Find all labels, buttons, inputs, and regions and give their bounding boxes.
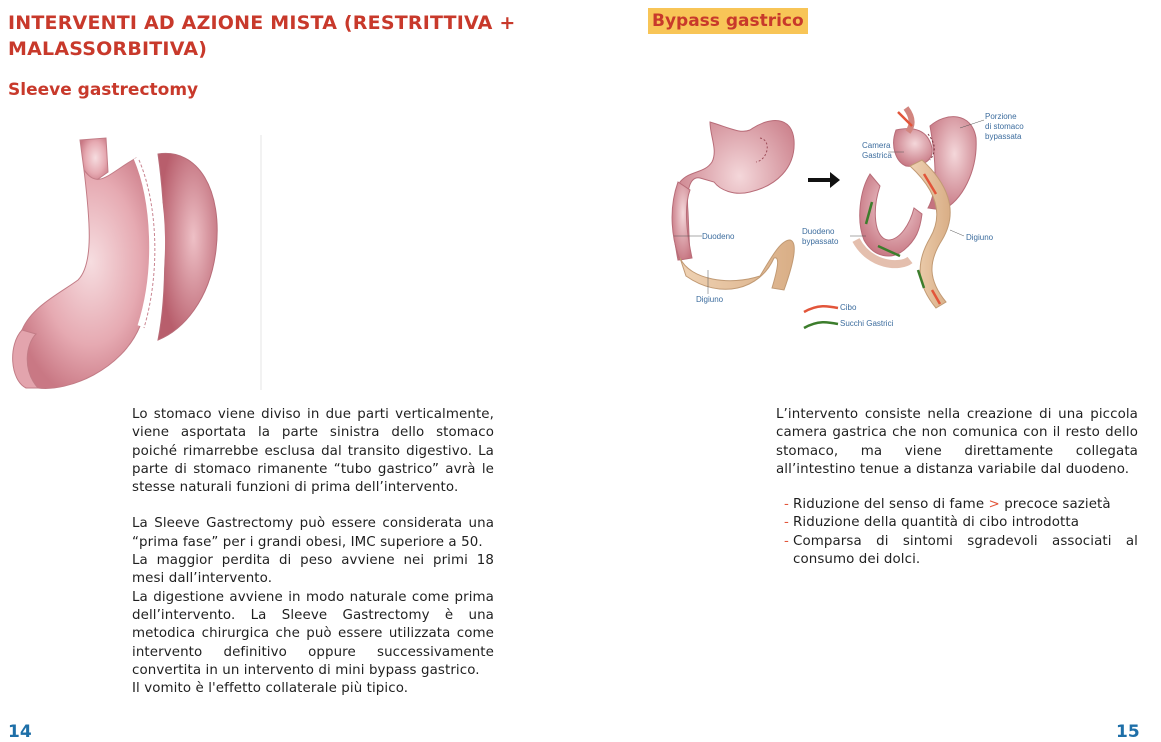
label-bypassata: bypassata: [985, 132, 1022, 141]
sleeve-subtitle: Sleeve gastrectomy: [8, 80, 199, 100]
label-bypassato: bypassato: [802, 237, 839, 246]
section-title: INTERVENTI AD AZIONE MISTA (RESTRITTIVA + MALASSORBITIVA): [8, 12, 516, 60]
label-digiuno-right: Digiuno: [966, 233, 994, 242]
label-gastrica: Gastrica: [862, 151, 892, 160]
bypass-diagram: [660, 90, 1030, 340]
bypass-effects-list: [784, 496, 1138, 569]
sleeve-paragraph: La Sleeve Gastrectomy può essere considerata una “prima fase” per i grandi obesi, IMC superiore a 50.: [132, 516, 494, 550]
sleeve-description: [132, 406, 494, 698]
bypass-paragraph: L’intervento consiste nella creazione di una piccola camera gastrica che non comunica con il resto dello stomaco, ma viene direttamente collegata all’intestino tenue a distanza variabile dal duodeno.: [776, 407, 1138, 477]
label-duodeno: Duodeno: [702, 232, 735, 241]
bypass-description: [776, 406, 1138, 479]
sleeve-paragraph: Il vomito è l'effetto collaterale più tipico.: [132, 681, 409, 697]
legend-cibo: Cibo: [840, 303, 857, 312]
succhi-arrow-icon: [804, 322, 838, 328]
list-item: - Riduzione del senso di fame > precoce sazietà: [784, 496, 1138, 514]
page-number-left: 14: [8, 722, 32, 742]
label-digiuno-left: Digiuno: [696, 295, 724, 304]
bypass-title: Bypass gastrico: [648, 8, 808, 34]
sleeve-paragraph: Lo stomaco viene diviso in due parti verticalmente, viene asportata la parte sinistra dello stomaco poiché rimarrebbe esclusa dal transito digestivo. La parte di stomaco rimanente “tubo gastrico” avrà le stesse naturali funzioni di prima dell’intervento.: [132, 407, 494, 496]
sleeve-stomach-illustration: [8, 130, 268, 400]
label-porzione: Porzione: [985, 112, 1017, 121]
list-item: - Riduzione della quantità di cibo introdotta: [784, 514, 1138, 532]
label-camera: Camera: [862, 141, 891, 150]
label-di-stomaco: di stomaco: [985, 122, 1024, 131]
sleeve-paragraph: La maggior perdita di peso avviene nei primi 18 mesi dall’intervento.: [132, 553, 494, 587]
label-duodeno-bypassato: Duodeno: [802, 227, 835, 236]
cibo-arrow-icon: [804, 306, 838, 312]
page-number-right: 15: [1116, 722, 1140, 742]
sleeve-paragraph: La digestione avviene in modo naturale come prima dell’intervento. La Sleeve Gastrectomy è una metodica chirurgica che può essere utilizzata come intervento definitivo oppure successivamente convertita in un intervento di mini bypass gastrico.: [132, 589, 494, 678]
legend-succhi: Succhi Gastrici: [840, 319, 894, 328]
list-item: - Comparsa di sintomi sgradevoli associati al consumo dei dolci.: [784, 533, 1138, 570]
